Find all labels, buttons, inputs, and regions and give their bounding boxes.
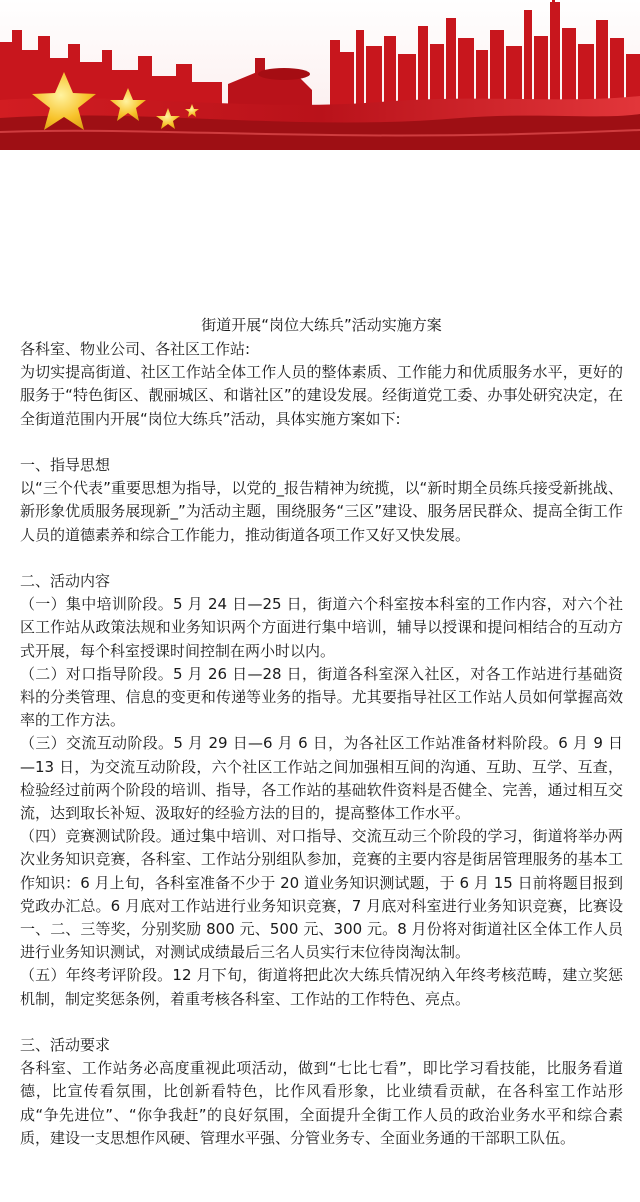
paragraph: （四）竞赛测试阶段。通过集中培训、对口指导、交流互动三个阶段的学习，街道将举办两次业务知识竞赛，各科室、工作站分别组队参加，竞赛的主要内容是街居管理服务的基本工作知识：6 月上旬，各科室准备不少于 20 道业务知识测试题，于 6 月 15 日前将题目报到党政办汇总。6 月底对工作站进行业务知识竞赛，7 月底对科室进行业务知识竞赛，比赛设一、二、三等奖，分别奖励 800 元、500 元、300 元。8 月份将对街道社区全体工作人员进行业务知识测试，对测试成绩最后三名人员实行末位待岗淘汰制。 <box>20 827 623 962</box>
intro-paragraph: 为切实提高街道、社区工作站全体工作人员的整体素质、工作能力和优质服务水平，更好的服务于“特色街区、靓丽城区、和谐社区”的建设发展。经街道党工委、办事处研究决定，在全街道范围内开展“岗位大练兵”活动，具体实施方案如下: <box>20 363 623 428</box>
city-skyline-banner <box>0 0 640 150</box>
document-body <box>20 312 623 1150</box>
paragraph: 各科室、工作站务必高度重视此项活动，做到“七比七看”，即比学习看技能，比服务看道德，比宣传看氛围，比创新看特色，比作风看形象，比业绩看贡献，在各科室工作站形成“争先进位”、“你争我赶”的良好氛围，全面提升全街工作人员的政治业务水平和综合素质，建设一支思想作风硬、管理水平强、分管业务专、全面业务通的干部职工队伍。 <box>20 1059 623 1147</box>
header-banner <box>0 0 640 150</box>
paragraph: 以“三个代表”重要思想为指导，以党的_报告精神为统揽，以“新时期全员练兵接受新挑战、新形象优质服务展现新_”为活动主题，围绕服务“三区”建设、服务居民群众、提高全街工作人员的道德素养和综合工作能力，推动街道各项工作又好又快发展。 <box>20 479 623 544</box>
section-heading: 一、指导思想 <box>20 456 111 474</box>
paragraph: （五）年终考评阶段。12 月下旬，街道将把此次大练兵情况纳入年终考核范畴，建立奖惩机制，制定奖惩条例，着重考核各科室、工作站的工作特色、亮点。 <box>20 966 623 1008</box>
document-title: 街道开展“岗位大练兵”活动实施方案 <box>201 316 442 334</box>
section-heading: 三、活动要求 <box>20 1036 111 1055</box>
salutation: 各科室、物业公司、各社区工作站: <box>20 340 251 358</box>
paragraph: （二）对口指导阶段。5 月 26 日—28 日，街道各科室深入社区，对各工作站进行基础资料的分类管理、信息的变更和传递等业务的指导。尤其要指导社区工作站人员如何掌握高效率的工作方法。 <box>20 664 623 730</box>
section-heading: 二、活动内容 <box>20 572 111 590</box>
paragraph: （三）交流互动阶段。5 月 29 日—6 月 6 日，为各社区工作站准备材料阶段。6 月 9 日—13 日，为交流互动阶段，六个社区工作站之间加强相互间的沟通、互助、互学、互查，检验经过前两个阶段的培训、指导，各工作站的基础软件资料是否健全、完善，通过相互交流，达到取长补短、汲取好的经验方法的目的，提高整体工作水平。 <box>20 734 623 823</box>
paragraph: （一）集中培训阶段。5 月 24 日—25 日，街道六个科室按本科室的工作内容，对六个社区工作站从政策法规和业务知识两个方面进行集中培训，辅导以授课和提问相结合的互动方式开展，每个科室授课时间控制在两小时以内。 <box>20 595 623 660</box>
